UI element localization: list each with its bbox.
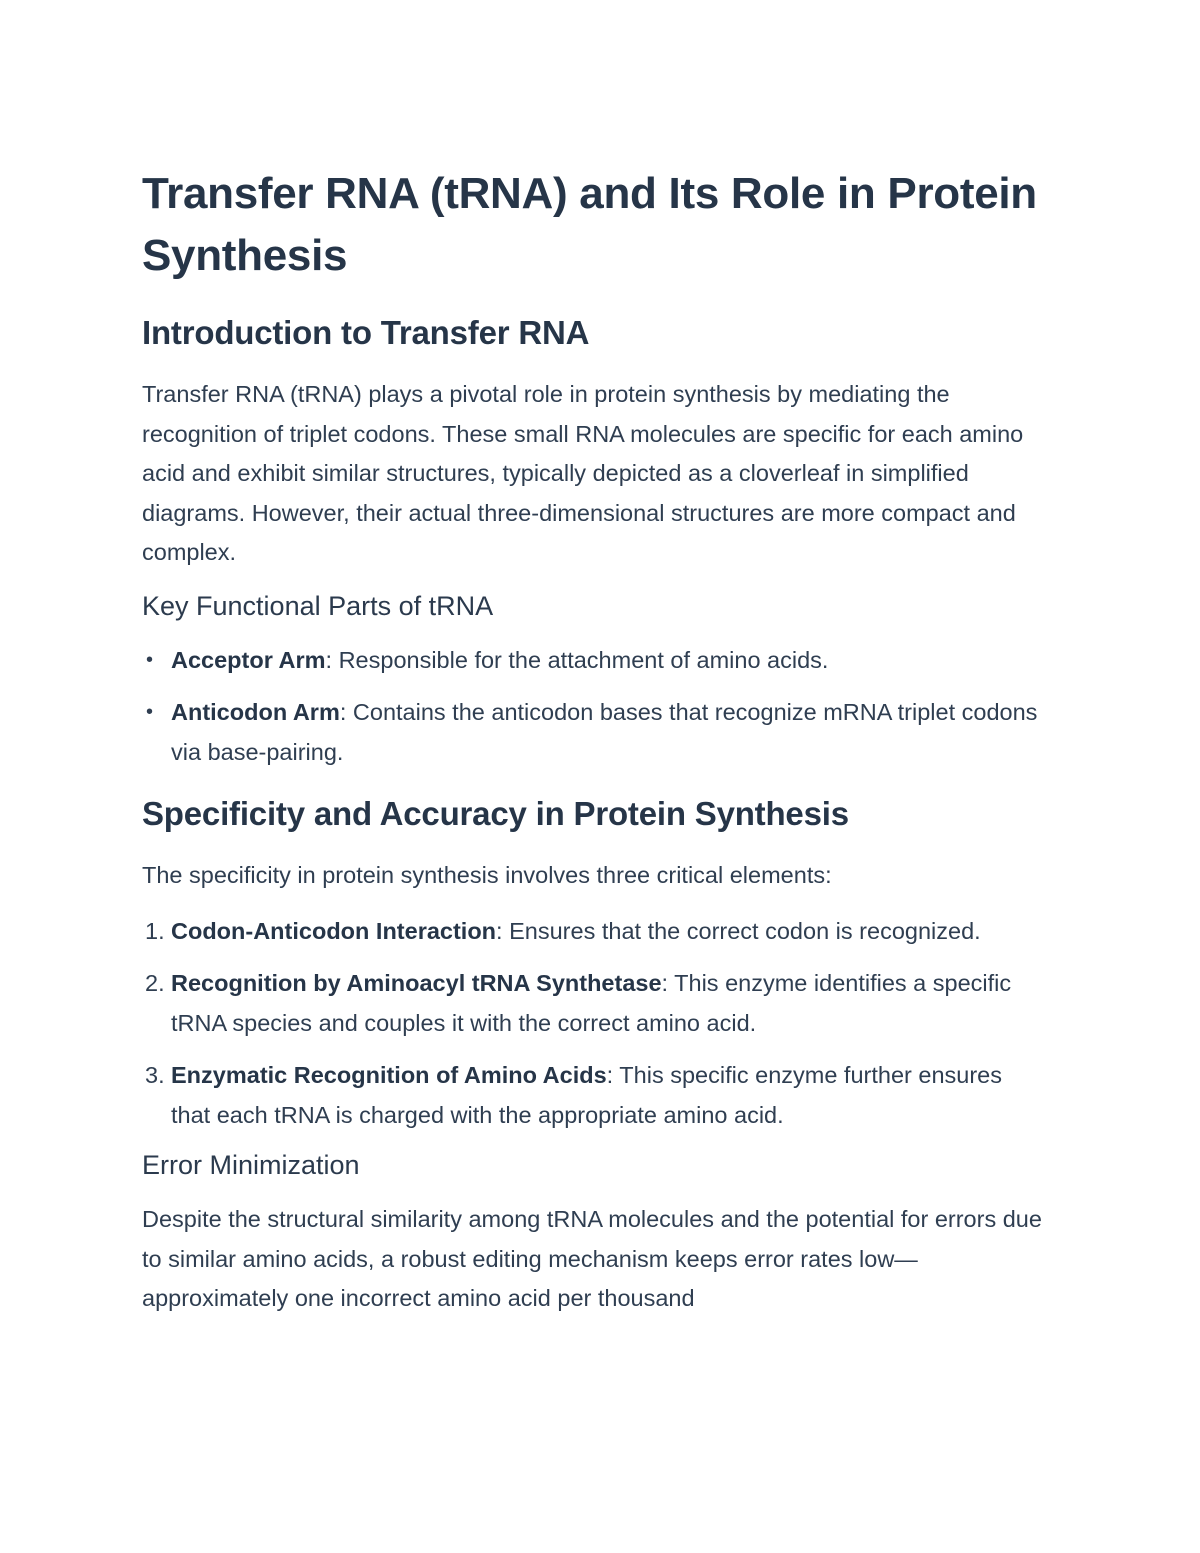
list-item-term: Codon-Anticodon Interaction — [171, 917, 497, 944]
list-item-term: Recognition by Aminoacyl tRNA Synthetase — [171, 970, 662, 996]
list-item-term: Acceptor Arm — [171, 646, 326, 673]
list-item-text: : Contains the anticodon bases that recognize mRNA triplet codons via base-pairing. — [171, 699, 1038, 765]
list-item-text: : Ensures that the correct codon is recognized. — [496, 917, 981, 944]
list-item — [142, 641, 1047, 681]
document-page — [142, 163, 1047, 1335]
list-item — [142, 693, 1047, 772]
bullet-icon: • — [146, 701, 154, 723]
key-parts-heading: Key Functional Parts of tRNA — [142, 590, 494, 621]
document-title: Transfer RNA (tRNA) and Its Role in Protein Synthesis — [142, 169, 1037, 280]
specificity-list — [142, 912, 1047, 1136]
list-item — [142, 964, 1047, 1043]
list-item-text: : Responsible for the attachment of amino acids. — [325, 646, 829, 673]
error-heading: Error Minimization — [142, 1150, 360, 1180]
intro-paragraph: Transfer RNA (tRNA) plays a pivotal role in protein synthesis by mediating the recognition of triplet codons. These small RNA molecules are specific for each amino acid and exhibit similar structures, typically depicted as a cloverleaf in simplified diagrams. However, their actual three-dimensional structures are more compact and complex. — [142, 381, 1024, 565]
error-paragraph: Despite the structural similarity among tRNA molecules and the potential for errors due to similar amino acids, a robust editing mechanism keeps error rates low—approximately one incorrect amino acid per thousand — [142, 1206, 1042, 1311]
specificity-heading: Specificity and Accuracy in Protein Synthesis — [142, 795, 849, 832]
intro-heading: Introduction to Transfer RNA — [142, 314, 590, 351]
key-parts-list — [142, 641, 1047, 773]
list-number: 3. — [145, 1062, 165, 1088]
list-item-term: Anticodon Arm — [171, 699, 340, 725]
list-item-term: Enzymatic Recognition of Amino Acids — [171, 1062, 607, 1088]
list-item — [142, 912, 1047, 952]
list-item-text: : This specific enzyme further ensures that each tRNA is charged with the appropriate amino acid. — [171, 1062, 1002, 1128]
list-number: 2. — [145, 970, 165, 996]
list-item-text: : This enzyme identifies a specific tRNA species and couples it with the correct amino acid. — [171, 970, 1012, 1036]
list-number: 1. — [145, 917, 165, 944]
list-item — [142, 1056, 1047, 1135]
bullet-icon: • — [146, 648, 154, 671]
specificity-paragraph: The specificity in protein synthesis involves three critical elements: — [142, 862, 832, 888]
